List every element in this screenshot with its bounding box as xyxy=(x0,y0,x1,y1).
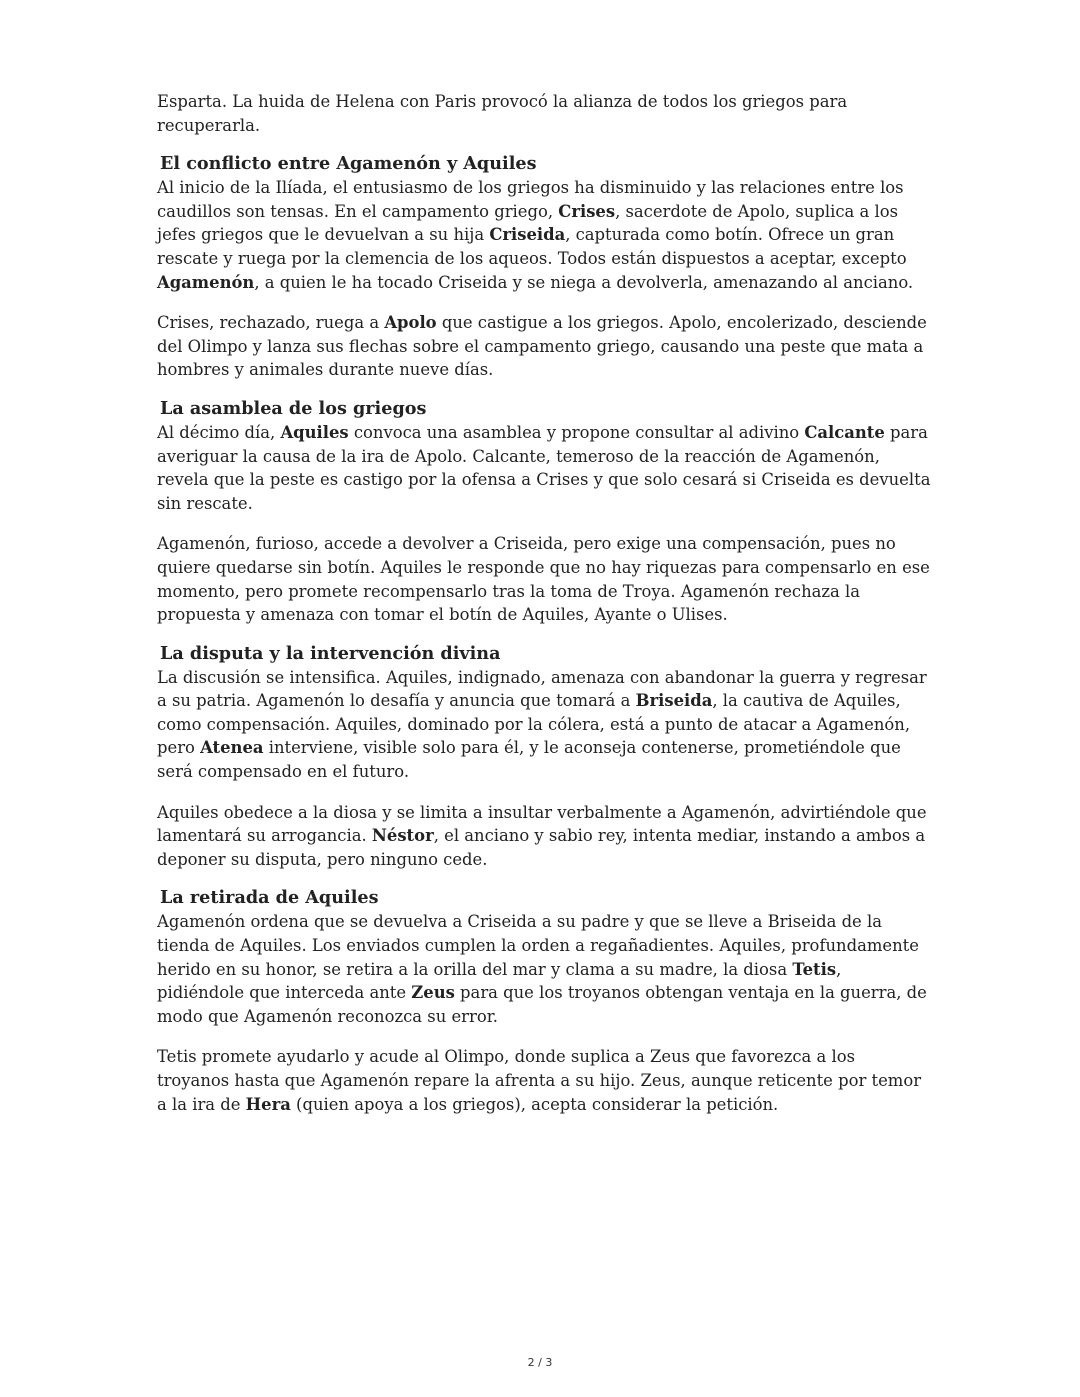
bold-term: Crises xyxy=(558,201,616,221)
section-heading: La disputa y la intervención divina xyxy=(160,642,501,664)
section-heading: La retirada de Aquiles xyxy=(160,887,379,909)
text-run: (quien apoya a los griegos), acepta considerar la petición. xyxy=(290,1094,779,1114)
bold-term: Atenea xyxy=(200,738,264,758)
text-run: Esparta. La huida de Helena con Paris provocó la alianza de todos los griegos para recuperarla. xyxy=(157,92,848,135)
section-retirada xyxy=(157,886,932,1116)
section-asamblea xyxy=(157,397,932,627)
text-run: Agamenón ordena que se devuelva a Criseida a su padre y que se lleve a Briseida de la tienda de Aquiles. Los enviados cumplen la orden a regañadientes. Aquiles, profundamente herido en su honor, se retira a la orilla del mar y clama a su madre, la diosa xyxy=(157,912,919,979)
text-run: para que los troyanos obtengan ventaja en la guerra, de modo que Agamenón reconozca su error. xyxy=(157,983,927,1026)
paragraph xyxy=(157,311,932,382)
text-run: , capturada como botín. Ofrece un gran rescate y ruega por la clemencia de los aqueos. Todos están dispuestos a aceptar, excepto xyxy=(157,225,907,268)
bold-term: Briseida xyxy=(635,691,713,711)
bold-term: Aquiles xyxy=(280,422,349,442)
bold-term: Néstor xyxy=(371,826,434,846)
page-number: 2 / 3 xyxy=(527,1356,553,1369)
paragraph xyxy=(157,910,932,1028)
bold-term: Agamenón xyxy=(157,272,255,292)
text-run: Al inicio de la Ilíada, el entusiasmo de los griegos ha disminuido y las relaciones entre los caudillos son tensas. En el campamento griego, xyxy=(157,178,904,221)
paragraph xyxy=(157,421,932,515)
section-heading: La asamblea de los griegos xyxy=(160,397,427,419)
document-body xyxy=(157,90,932,1116)
paragraph xyxy=(157,666,932,784)
text-run: Agamenón, furioso, accede a devolver a Criseida, pero exige una compensación, pues no quiere quedarse sin botín. Aquiles le responde que no hay riquezas para compensarlo en ese momento, pero promete recompensarlo tras la toma de Troya. Agamenón rechaza la propuesta y amenaza con tomar el botín de Aquiles, Ayante o Ulises. xyxy=(157,534,930,625)
text-run: convoca una asamblea y propone consultar al adivino xyxy=(348,422,805,442)
paragraph xyxy=(157,1045,932,1116)
section-disputa xyxy=(157,642,932,872)
bold-term: Apolo xyxy=(384,313,437,333)
text-run: Aquiles obedece a la diosa y se limita a insultar verbalmente a Agamenón, advirtiéndole que lamentará su arrogancia. xyxy=(157,802,927,846)
intro-paragraph xyxy=(157,90,932,137)
bold-term: Tetis xyxy=(792,959,837,979)
paragraph xyxy=(157,801,932,872)
text-run: , sacerdote de Apolo, suplica a los jefes griegos que le devuelvan a su hija xyxy=(157,201,898,245)
paragraph xyxy=(157,176,932,294)
bold-term: Criseida xyxy=(489,225,566,245)
text-run: Crises, rechazado, ruega a xyxy=(157,313,385,333)
text-run: , el anciano y sabio rey, intenta mediar, instando a ambos a deponer su disputa, pero ninguno cede. xyxy=(157,826,926,869)
text-run: que castigue a los griegos. Apolo, encolerizado, desciende del Olimpo y lanza sus flechas sobre el campamento griego, causando una peste que mata a hombres y animales durante nueve días. xyxy=(157,313,927,380)
bold-term: Calcante xyxy=(804,422,885,442)
text-run: , pidiéndole que interceda ante xyxy=(157,959,842,1003)
section-conflicto xyxy=(157,152,932,382)
text-run: La discusión se intensifica. Aquiles, indignado, amenaza con abandonar la guerra y regresar a su patria. Agamenón lo desafía y anuncia que tomará a xyxy=(157,667,927,711)
text-run: interviene, visible solo para él, y le aconseja contenerse, prometiéndole que será compensado en el futuro. xyxy=(157,738,901,782)
text-run: Tetis promete ayudarlo y acude al Olimpo, donde suplica a Zeus que favorezca a los troyanos hasta que Agamenón repare la afrenta a su hijo. Zeus, aunque reticente por temor a la ira de xyxy=(157,1047,922,1114)
text-run: , la cautiva de Aquiles, como compensación. Aquiles, dominado por la cólera, está a punto de atacar a Agamenón, pero xyxy=(157,691,911,758)
text-run: Al décimo día, xyxy=(157,422,281,442)
bold-term: Zeus xyxy=(411,983,455,1003)
bold-term: Hera xyxy=(245,1094,291,1114)
section-heading: El conflicto entre Agamenón y Aquiles xyxy=(160,153,537,175)
paragraph xyxy=(157,532,932,626)
text-run: , a quien le ha tocado Criseida y se niega a devolverla, amenazando al anciano. xyxy=(254,272,914,292)
text-run: para averiguar la causa de la ira de Apolo. Calcante, temeroso de la reacción de Agamenón, revela que la peste es castigo por la ofensa a Crises y que solo cesará si Criseida es devuelta sin rescate. xyxy=(157,422,931,513)
